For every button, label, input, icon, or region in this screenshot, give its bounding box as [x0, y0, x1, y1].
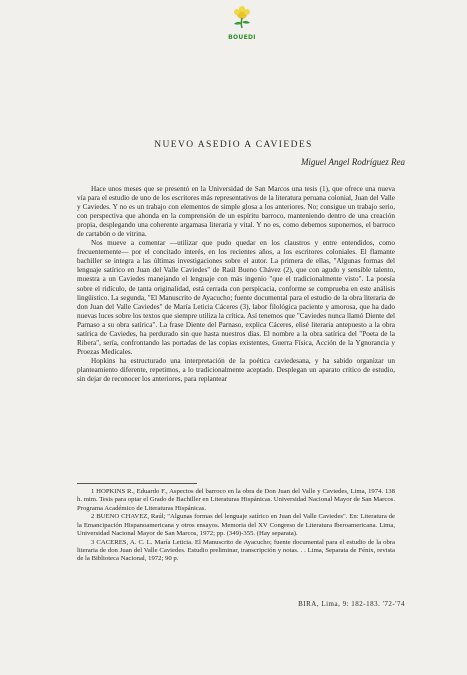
footnotes: [77, 488, 395, 564]
article-author: Miguel Angel Rodríguez Rea: [300, 157, 405, 167]
body-paragraph: Hopkins ha estructurado una interpretación de la poética caviedesana, y ha sabido organizar un planteamiento diferente, repetimos, a lo tradicionalmente aceptado. Desplegan un aparato crítico de estudio, sin dejar de reconocer los anteriores, para replantear: [77, 356, 395, 383]
logo-wordmark: BOUEDI: [228, 34, 256, 41]
flower-logo-icon: [226, 5, 258, 29]
body-paragraph: Hace unos meses que se presentó en la Universidad de San Marcos una tesis (1), que ofrece una nueva vía para el estudio de uno de los escritores más representativos de la literatura peruana colonial, Juan del Valle y Caviedes. Y no es un trabajo con elementos de simple glosa a los anteriores. No; consigue un trabajo serio, con perspectiva que ahonda en la comprensión de un espíritu barroco, manteniendo dentro de una creación propia, desplegando una coherente argamasa literaria y vital. Y no es, como debemos suponernos, el barroco de cartabón o de vitrina.: [77, 185, 395, 239]
body-paragraph: Nos mueve a comentar —utilizar que pudo quedar en los claustros y entre entendidos, como frecuentemente— por el concitado interés, en los recientes años, a los escritores coloniales. El flamante bachiller se integra a las últimas investigaciones sobre el autor. La primera de ellas, "Algunas formas del lenguaje satírico en Juan del Valle Caviedes" de Raúl Bueno Chávez (2), que con agudo y sensible talento, muestra a un Caviedes manejando el lenguaje con más ingenio "que el tradicionalmente visto". La poesía sobre el ridículo, de tanta originalidad, está cerrada con perspicacia, conforme se comprueba en este análisis lingüístico. La segunda, "El Manuscrito de Ayacucho; fuente documental para el estudio de la obra literaria de don Juan del Valle Caviedes" de María Leticia Cáceres (3), labor filológica paciente y amorosa, que ha dado nuevas luces sobre los textos que siempre utiliza la crítica. Así tenemos que "Caviedes nunca llamó Diente del Parnaso a su obra satírica". La frase Diente del Parnaso, explica Cáceres, elisé literaria antepuesto a la obra satírica de Caviedes, ha perdurado sin que hasta nuestros días. El nombre a la obra satírica del "Poeta de la Ribera", sería, confrontando las portadas de las copias existentes, Guerra Física, Acción de la Ygnorancia y Proezas Medicales.: [77, 239, 395, 356]
page-folio: BIRA, Lima, 9: 182-183. '72-'74: [298, 600, 405, 608]
article-title: NUEVO ASEDIO A CAVIEDES: [154, 140, 313, 150]
footnote-divider: [77, 483, 197, 484]
footnote: 3 CACERES, A. C. L. María Leticia. El Manuscrito de Ayacucho; fuente documental para el estudio de la obra literaria de don Juan del Valle Caviedes. Estudio preliminar, transcripción y notas. . . Lima, Separata de Fénix, revista de la Biblioteca Nacional, 1972; 90 p.: [77, 538, 395, 563]
footnote: 2 BUENO CHAVEZ, Raúl; "Algunas formas del lenguaje satírico en Juan del Valle Caviedes". En: Literatura de la Emancipación Hispanoamericana y otros ensayos. Memoria del XV Congreso de Literatura Iberoamericana. Lima, Universidad Nacional Mayor de San Marcos, 1972; pp. (349)-355. (Hay separata).: [77, 513, 395, 537]
footnote: 1 HOPKINS R., Eduardo F., Aspectos del barroco en la obra de Don Juan del Valle y Caviedes, Lima, 1974. 138 h. mim. Tesis para optar el Grado de Bachiller en Literaturas Hispánicas. Universidad Nacional Mayor de San Marcos. Programa Académico de Literaturas Hispánicas.: [77, 488, 395, 512]
article-body: [77, 185, 395, 384]
publisher-logo: [226, 5, 258, 41]
